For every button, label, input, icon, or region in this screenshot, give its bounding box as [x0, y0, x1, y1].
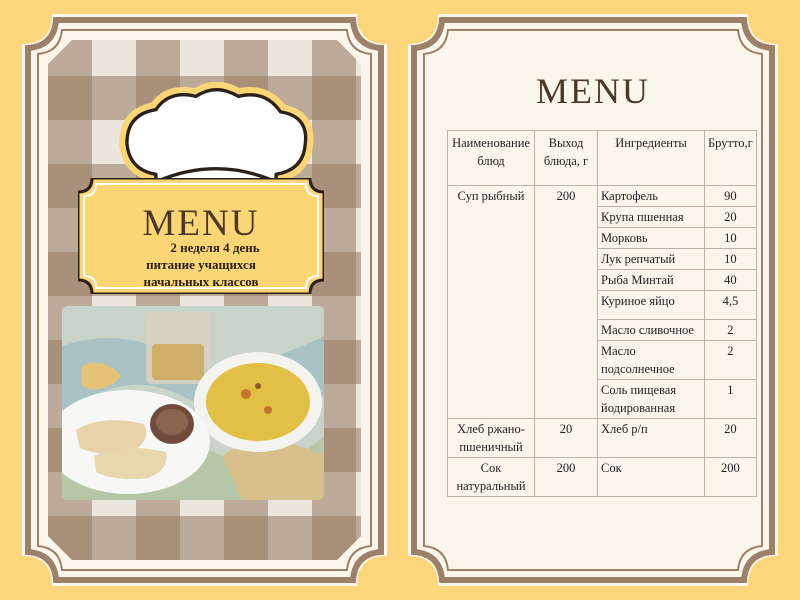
ingredient-name: Рыба Минтай	[598, 270, 705, 291]
ingredient-name: Лук репчатый	[598, 249, 705, 270]
dish-yield: 200	[535, 186, 598, 419]
ingredient-name: Масло подсолнечное	[598, 341, 705, 380]
dish-yield: 200	[535, 458, 598, 497]
ingredient-gross: 4,5	[705, 291, 757, 320]
header-gross: Брутто,г	[705, 131, 757, 186]
ingredient-gross: 90	[705, 186, 757, 207]
food-photo	[62, 306, 324, 500]
ingredient-name: Сок	[598, 458, 705, 497]
dish-yield: 20	[535, 419, 598, 458]
ingredient-gross: 40	[705, 270, 757, 291]
table-header-row	[448, 131, 757, 186]
ingredient-gross: 20	[705, 207, 757, 228]
ingredient-name: Соль пищевая йодированная	[598, 380, 705, 419]
table-row	[448, 458, 757, 497]
table-row	[448, 419, 757, 458]
cover-title: MENU	[142, 203, 260, 244]
dish-name: Сок натуральный	[448, 458, 535, 497]
ingredient-name: Морковь	[598, 228, 705, 249]
dish-name: Хлеб ржано-пшеничный	[448, 419, 535, 458]
dish-name: Суп рыбный	[448, 186, 535, 419]
menu-table	[447, 130, 757, 497]
header-yield: Выход блюда, г	[535, 131, 598, 186]
ingredient-name: Крупа пшенная	[598, 207, 705, 228]
ingredient-gross: 10	[705, 228, 757, 249]
ingredient-gross: 2	[705, 341, 757, 380]
table-row	[448, 186, 757, 207]
ingredient-gross: 2	[705, 320, 757, 341]
cover-line-classes: начальных классов	[143, 274, 259, 289]
ingredient-gross: 1	[705, 380, 757, 419]
header-dish-name: Наименование блюд	[448, 131, 535, 186]
ingredient-name: Масло сливочное	[598, 320, 705, 341]
menu-title: MENU	[536, 71, 650, 111]
ingredient-gross: 10	[705, 249, 757, 270]
ingredient-name: Куриное яйцо	[598, 291, 705, 320]
ingredient-name: Хлеб р/п	[598, 419, 705, 458]
ingredient-gross: 200	[705, 458, 757, 497]
header-ingredients: Ингредиенты	[598, 131, 705, 186]
cover-line-week: 2 неделя 4 день	[170, 240, 260, 255]
ingredient-name: Картофель	[598, 186, 705, 207]
cover-line-audience: питание учащихся	[146, 257, 256, 272]
ingredient-gross: 20	[705, 419, 757, 458]
